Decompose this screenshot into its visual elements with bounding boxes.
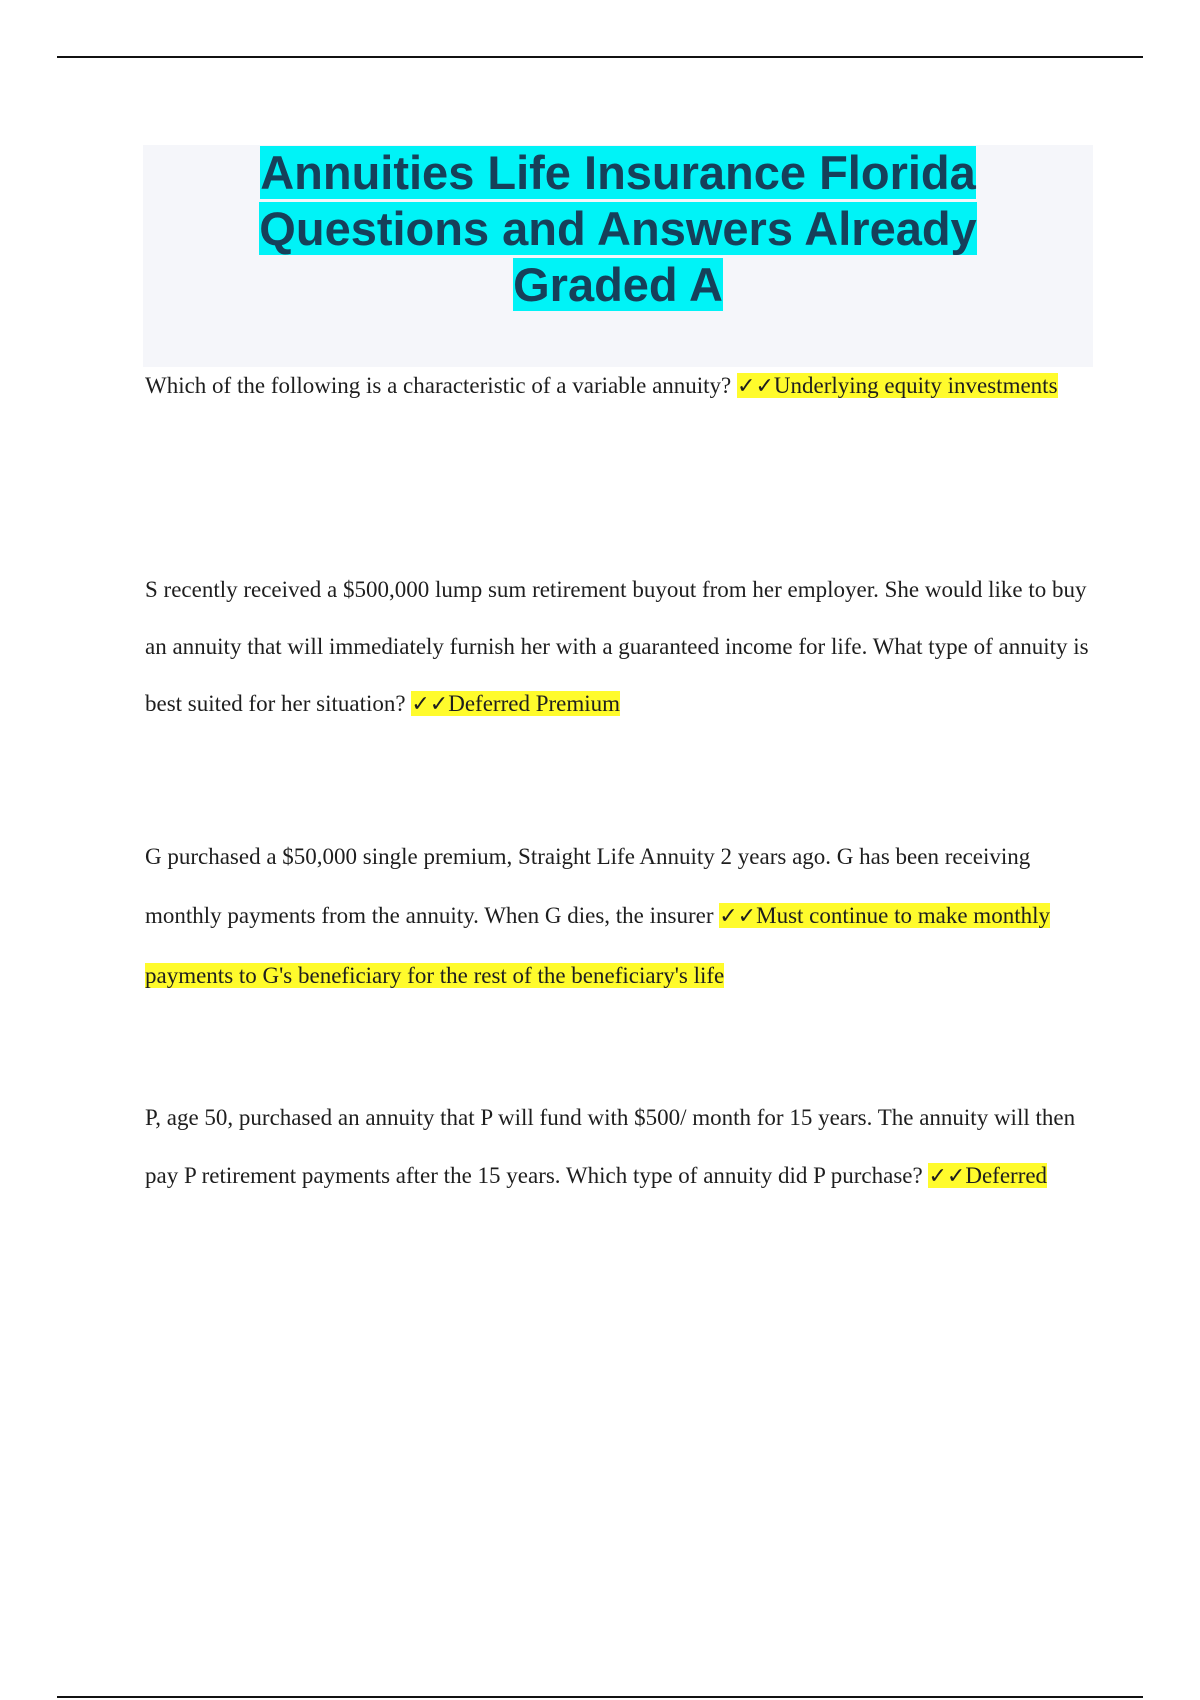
question-text: S recently received a $500,000 lump sum retirement buyout from her employer. She would like to buy an annuity that will immediately furnish her with a guaranteed income for life. What type of annuity is best suited for her situation? [145,577,1089,716]
title-block [143,145,1093,367]
bottom-rule [57,1696,1143,1698]
answer-highlight [411,691,620,716]
double-check-icon: ✓✓ [719,904,757,929]
qa-item-1 [145,356,1095,417]
answer-text: Underlying equity investments [773,373,1058,398]
question-text: G purchased a $50,000 single premium, Straight Life Annuity 2 years ago. G has been receiving monthly payments from the annuity. When G dies, the insurer [145,844,1031,928]
top-rule [57,56,1143,58]
answer-highlight [928,1163,1047,1188]
answer-highlight [737,373,1058,398]
double-check-icon: ✓✓ [928,1164,966,1189]
qa-item-3 [145,827,1095,1005]
question-text: Which of the following is a characteristic of a variable annuity? [145,373,738,398]
double-check-icon: ✓✓ [411,692,449,717]
question-text: P, age 50, purchased an annuity that P will fund with $500/ month for 15 years. The annuity will then pay P retirement payments after the 15 years. Which type of annuity did P purchase? [145,1105,1076,1188]
answer-text: Must continue to make monthly payments to G's beneficiary for the rest of the beneficiary's life [145,903,1050,988]
double-check-icon: ✓✓ [737,374,774,399]
qa-item-4 [145,1089,1095,1206]
answer-text: Deferred Premium [448,691,621,716]
answer-text: Deferred [965,1163,1048,1188]
document-title: Annuities Life Insurance Florida Questions and Answers Already Graded A [259,146,977,311]
qa-item-2 [145,561,1095,733]
